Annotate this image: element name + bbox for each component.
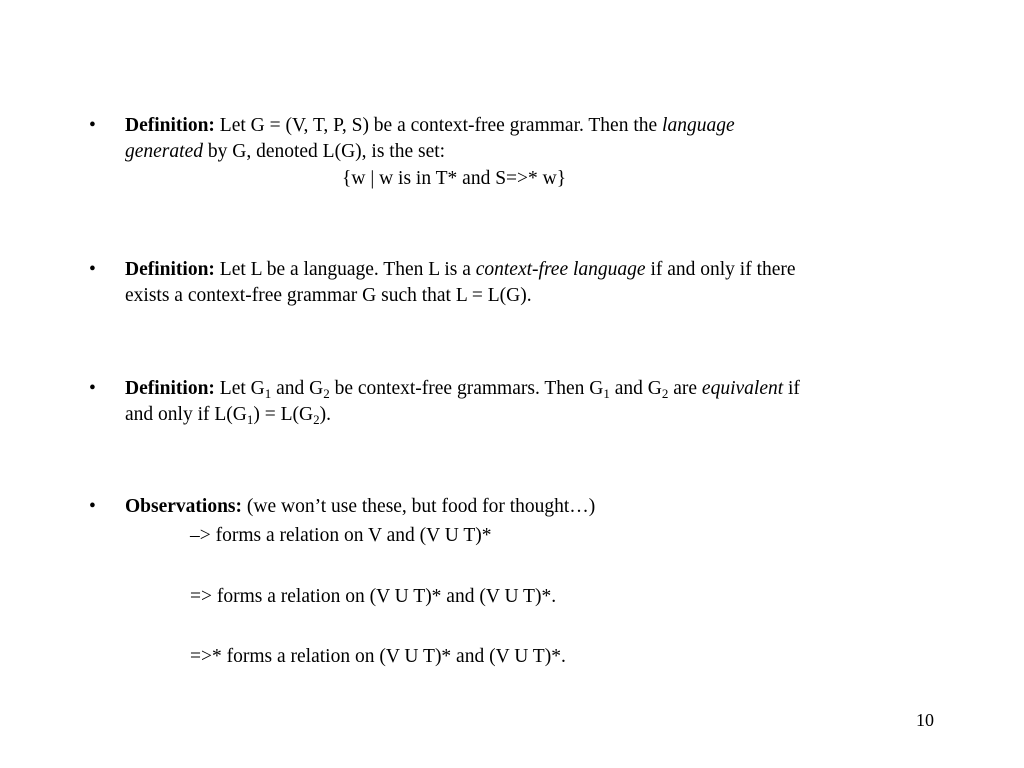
set-notation: {w | w is in T* and S=>* w}: [342, 168, 567, 189]
subscript: 1: [246, 412, 254, 427]
definition-text: by G, denoted L(G), is the set:: [202, 141, 446, 162]
definition-text: and G: [609, 378, 662, 399]
emphasis-term: equivalent: [701, 378, 784, 399]
subscript: 2: [661, 386, 669, 401]
bullet-icon: •: [89, 259, 96, 280]
definition-line: [125, 113, 925, 139]
observations-label: Observations:: [125, 496, 242, 517]
observations: [89, 494, 925, 520]
definition-text: ).: [319, 404, 331, 425]
emphasis-term: language: [662, 115, 735, 136]
definition-text: if and only if there: [645, 259, 796, 280]
definition-text: if: [783, 378, 800, 399]
definition-label: Definition:: [125, 115, 215, 136]
definition-line: [125, 402, 925, 428]
definition-label: Definition:: [125, 259, 215, 280]
observation-line: =>* forms a relation on (V U T)* and (V U T)*.: [190, 646, 566, 667]
definition-text: ) = L(G: [253, 404, 314, 425]
definition-text: be context-free grammars. Then G: [329, 378, 604, 399]
definition-text: Let G: [214, 378, 265, 399]
emphasis-term: generated: [125, 141, 203, 162]
definition-line: [125, 257, 925, 283]
definition-text: are: [668, 378, 702, 399]
observation-line: => forms a relation on (V U T)* and (V U T)*.: [190, 586, 557, 607]
observation-line: –> forms a relation on V and (V U T)*: [190, 525, 492, 546]
definition-language-generated: [89, 113, 925, 165]
subscript: 2: [323, 386, 330, 401]
definition-text: and only if L(G: [125, 404, 247, 425]
observations-heading: [125, 494, 925, 520]
bullet-icon: •: [89, 496, 96, 517]
definition-line: [125, 376, 925, 402]
definition-context-free-language: [89, 257, 925, 309]
subscript: 2: [313, 412, 320, 427]
definition-line: exists a context-free grammar G such that L = L(G).: [125, 285, 532, 306]
definition-text: and G: [271, 378, 324, 399]
page-number: 10: [916, 710, 934, 730]
bullet-icon: •: [89, 378, 96, 399]
definition-equivalent-grammars: [89, 376, 925, 428]
definition-label: Definition:: [125, 378, 215, 399]
subscript: 1: [603, 386, 610, 401]
subscript: 1: [264, 386, 272, 401]
bullet-icon: •: [89, 115, 96, 136]
emphasis-term: context-free language: [475, 259, 646, 280]
observations-text: (we won’t use these, but food for thought…): [242, 496, 596, 517]
definition-line: [125, 139, 925, 165]
definition-text: Let G = (V, T, P, S) be a context-free grammar. Then the: [214, 115, 663, 136]
definition-text: Let L be a language. Then L is a: [214, 259, 476, 280]
